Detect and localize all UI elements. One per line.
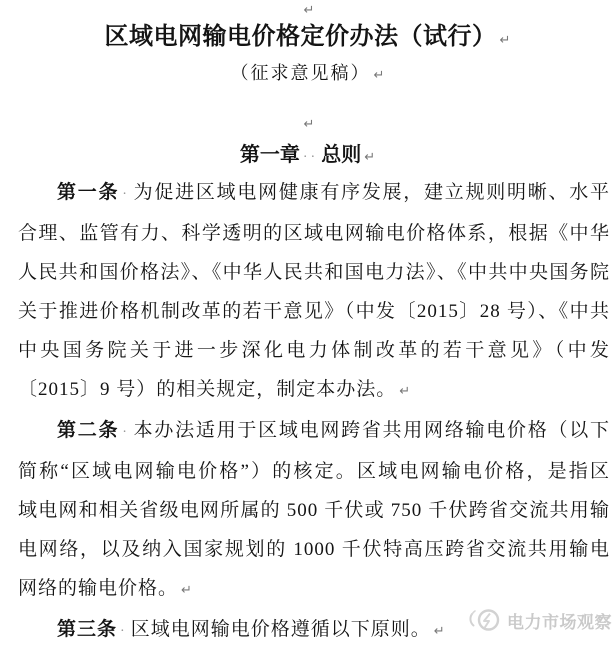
paragraph-mark-icon: ↵ [181,583,192,598]
paragraph-mark-icon: ↵ [433,624,445,639]
document-subtitle [0,62,615,85]
body-line: 〔2015〕9 号）的相关规定，制定本办法。 ↵ [18,379,411,400]
paragraph-mark-icon: ↵ [364,150,376,165]
document-body [18,173,610,649]
paragraph-mark-icon: ↵ [373,68,385,83]
body-line: 第三条 · 区域电网输电价格遵循以下原则。 ↵ [57,619,445,640]
document-title [0,22,615,53]
space-mark-icon: · [122,187,130,202]
body-line: 简称“区域电网输电价格”）的核定。区域电网输电价格，是指区 [18,461,610,482]
watermark [468,605,612,635]
empty-paragraph [0,2,615,18]
watermark-logo-icon [468,605,502,635]
body-line: 关于推进价格机制改革的若干意见》（中发〔2015〕28 号）、《中共 [18,301,610,322]
space-mark-icon: · [120,624,128,639]
body-line: 合理、监管有力、科学透明的区域电网输电价格体系，根据《中华 [18,223,610,244]
chapter-title: 总则 [321,144,362,166]
body-line: 网络的输电价格。 ↵ [18,578,192,599]
watermark-text: 电力市场观察 [507,612,612,632]
body-line: 域电网和相关省级电网所属的 500 千伏或 750 千伏跨省交流共用输 [18,500,610,521]
paragraph-mark-icon: ↵ [399,384,411,399]
body-line: 中央国务院关于进一步深化电力体制改革的若干意见》（中发 [18,340,610,361]
body-line: 人民共和国价格法》、《中华人民共和国电力法》、《中共中央国务院 [18,262,610,283]
chapter-number: 第一章 [239,144,300,166]
body-line: 电网络，以及纳入国家规划的 1000 千伏特高压跨省交流共用输电 [18,539,610,560]
paragraph-mark-icon: ↵ [499,33,511,48]
article-number: 第三条 [57,619,118,640]
document-subtitle-text: （征求意见稿） [230,63,371,83]
body-line: 第一条 · 为促进区域电网健康有序发展，建立规则明晰、水平 [57,182,610,203]
chapter-heading [0,142,615,168]
article-number: 第一条 [57,182,120,203]
space-mark-icon: · [122,425,130,440]
body-line: 第二条 · 本办法适用于区域电网跨省共用网络输电价格（以下 [57,420,610,441]
paragraph-mark-icon: ↵ [303,117,315,132]
article-number: 第二条 [57,420,120,441]
document-title-text: 区域电网输电价格定价办法（试行） [104,24,497,50]
empty-paragraph [0,116,615,132]
paragraph-mark-icon: ↵ [303,3,315,18]
space-mark-icon: ·· [302,150,319,165]
